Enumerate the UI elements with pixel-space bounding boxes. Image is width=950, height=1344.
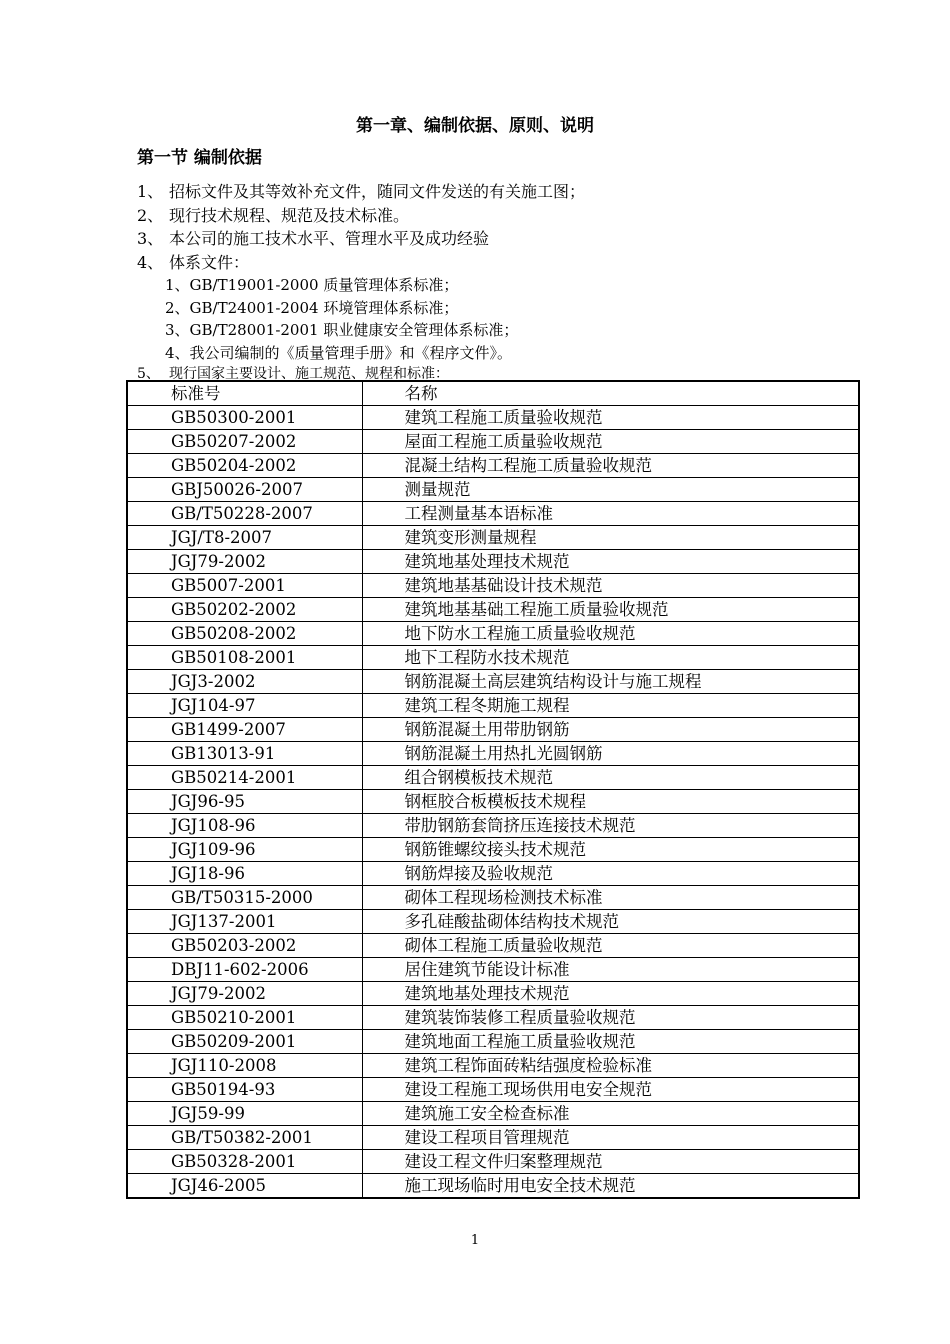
sub-list-item: 2、GB/T24001-2004 环境管理体系标准； — [165, 298, 459, 317]
table-header-row — [127, 381, 859, 406]
standard-code-cell: JGJ18-96 — [127, 862, 362, 886]
standard-code-cell: GB/T50315-2000 — [127, 886, 362, 910]
standard-code-cell: GB50108-2001 — [127, 646, 362, 670]
table-row — [127, 934, 859, 958]
list-item — [137, 204, 857, 228]
standard-code-cell: JGJ/T8-2007 — [127, 526, 362, 550]
standard-code-cell: JGJ104-97 — [127, 694, 362, 718]
standard-code-cell: GB5007-2001 — [127, 574, 362, 598]
standard-code-cell: GB50300-2001 — [127, 406, 362, 430]
standard-name-cell: 混凝土结构工程施工质量验收规范 — [362, 454, 859, 478]
basis-list — [137, 180, 857, 384]
standard-name-cell: 建筑工程冬期施工规程 — [362, 694, 859, 718]
standard-code-cell: DBJ11-602-2006 — [127, 958, 362, 982]
standard-name-cell: 建筑地面工程施工质量验收规范 — [362, 1030, 859, 1054]
standard-name-cell: 施工现场临时用电安全技术规范 — [362, 1174, 859, 1199]
standard-code-cell: JGJ46-2005 — [127, 1174, 362, 1199]
standard-name-cell: 钢筋焊接及验收规范 — [362, 862, 859, 886]
table-row — [127, 814, 859, 838]
standard-code-cell: GB50214-2001 — [127, 766, 362, 790]
standard-name-cell: 地下工程防水技术规范 — [362, 646, 859, 670]
standard-name-cell: 建筑地基处理技术规范 — [362, 982, 859, 1006]
list-item-number: 4、 — [137, 252, 164, 272]
standard-code-cell: JGJ59-99 — [127, 1102, 362, 1126]
page-number: 1 — [470, 1233, 480, 1248]
standard-name-cell: 建筑装饰装修工程质量验收规范 — [362, 1006, 859, 1030]
table-row — [127, 718, 859, 742]
standard-name-cell: 建筑工程饰面砖粘结强度检验标准 — [362, 1054, 859, 1078]
table-row — [127, 694, 859, 718]
standard-code-cell: GB50194-93 — [127, 1078, 362, 1102]
standard-code-cell: GB13013-91 — [127, 742, 362, 766]
standard-code-cell: GB50210-2001 — [127, 1006, 362, 1030]
standard-code-cell: GB50204-2002 — [127, 454, 362, 478]
table-row — [127, 910, 859, 934]
standard-code-cell: JGJ137-2001 — [127, 910, 362, 934]
standard-name-cell: 建筑地基基础工程施工质量验收规范 — [362, 598, 859, 622]
standard-code-cell: GB50328-2001 — [127, 1150, 362, 1174]
table-row — [127, 1102, 859, 1126]
standards-table — [126, 380, 860, 1199]
list-item-number: 1、 — [137, 182, 164, 201]
table-row — [127, 958, 859, 982]
table-row — [127, 574, 859, 598]
table-row — [127, 862, 859, 886]
standard-name-cell: 建筑地基基础设计技术规范 — [362, 574, 859, 598]
standard-name-cell: 砌体工程现场检测技术标准 — [362, 886, 859, 910]
table-row — [127, 886, 859, 910]
standard-name-cell: 建筑施工安全检查标准 — [362, 1102, 859, 1126]
table-row — [127, 1174, 859, 1199]
table-row — [127, 430, 859, 454]
table-row — [127, 1078, 859, 1102]
standard-code-cell: JGJ79-2002 — [127, 550, 362, 574]
standard-code-cell: GB/T50382-2001 — [127, 1126, 362, 1150]
table-row — [127, 622, 859, 646]
standard-name-cell: 建筑变形测量规程 — [362, 526, 859, 550]
table-row — [127, 502, 859, 526]
standard-code-cell: GB1499-2007 — [127, 718, 362, 742]
list-item-text: 现行国家主要设计、施工规范、规程和标准： — [169, 366, 449, 382]
standard-name-cell: 砌体工程施工质量验收规范 — [362, 934, 859, 958]
standard-code-cell: JGJ96-95 — [127, 790, 362, 814]
standard-name-cell: 钢筋锥螺纹接头技术规范 — [362, 838, 859, 862]
list-item-text: 现行技术规程、规范及技术标准。 — [169, 205, 410, 225]
standard-code-cell: GB50208-2002 — [127, 622, 362, 646]
list-item-number: 3、 — [137, 229, 164, 248]
standard-name-cell: 带肋钢筋套筒挤压连接技术规范 — [362, 814, 859, 838]
table-row — [127, 1006, 859, 1030]
section-title: 第一节 编制依据 — [137, 148, 262, 168]
standard-name-cell: 测量规范 — [362, 478, 859, 502]
standard-name-cell: 建筑工程施工质量验收规范 — [362, 406, 859, 430]
standard-code-cell: GBJ50026-2007 — [127, 478, 362, 502]
header-standard-name: 名称 — [362, 381, 859, 406]
table-row — [127, 742, 859, 766]
list-item-text: 本公司的施工技术水平、管理水平及成功经验 — [169, 229, 490, 248]
table-row — [127, 670, 859, 694]
list-item — [137, 251, 857, 275]
sub-list-item: 4、我公司编制的《质量管理手册》和《程序文件》。 — [165, 343, 513, 362]
standard-name-cell: 建设工程项目管理规范 — [362, 1126, 859, 1150]
standard-code-cell: GB/T50228-2007 — [127, 502, 362, 526]
list-item — [137, 180, 857, 204]
table-row — [127, 838, 859, 862]
table-row — [127, 406, 859, 430]
sub-list-item: 3、GB/T28001-2001 职业健康安全管理体系标准； — [165, 321, 519, 339]
table-row — [127, 1150, 859, 1174]
standard-name-cell: 钢筋混凝土用带肋钢筋 — [362, 718, 859, 742]
table-row — [127, 1030, 859, 1054]
standard-code-cell: JGJ79-2002 — [127, 982, 362, 1006]
list-item — [137, 227, 857, 251]
standard-name-cell: 钢框胶合板模板技术规程 — [362, 790, 859, 814]
standard-name-cell: 组合钢模板技术规范 — [362, 766, 859, 790]
table-row — [127, 454, 859, 478]
standard-name-cell: 多孔硅酸盐砌体结构技术规范 — [362, 910, 859, 934]
standard-name-cell: 屋面工程施工质量验收规范 — [362, 430, 859, 454]
standard-code-cell: JGJ109-96 — [127, 838, 362, 862]
standard-name-cell: 地下防水工程施工质量验收规范 — [362, 622, 859, 646]
standard-name-cell: 建筑地基处理技术规范 — [362, 550, 859, 574]
list-item-number: 5、 — [137, 366, 160, 382]
standard-code-cell: GB50202-2002 — [127, 598, 362, 622]
table-row — [127, 598, 859, 622]
table-row — [127, 766, 859, 790]
table-row — [127, 550, 859, 574]
list-item-number: 2、 — [137, 205, 164, 225]
standard-code-cell: GB50207-2002 — [127, 430, 362, 454]
standard-code-cell: JGJ110-2008 — [127, 1054, 362, 1078]
standard-name-cell: 居住建筑节能设计标准 — [362, 958, 859, 982]
table-row — [127, 790, 859, 814]
standard-code-cell: GB50209-2001 — [127, 1030, 362, 1054]
standard-name-cell: 建设工程施工现场供用电安全规范 — [362, 1078, 859, 1102]
table-row — [127, 526, 859, 550]
table-row — [127, 1126, 859, 1150]
chapter-title: 第一章、编制依据、原则、说明 — [356, 116, 594, 136]
standard-code-cell: GB50203-2002 — [127, 934, 362, 958]
standard-code-cell: JGJ108-96 — [127, 814, 362, 838]
table-row — [127, 982, 859, 1006]
standard-name-cell: 钢筋混凝土高层建筑结构设计与施工规程 — [362, 670, 859, 694]
list-item-text: 体系文件： — [169, 252, 250, 272]
standard-name-cell: 建设工程文件归案整理规范 — [362, 1150, 859, 1174]
table-row — [127, 478, 859, 502]
standard-name-cell: 工程测量基本语标准 — [362, 502, 859, 526]
sub-list-item: 1、GB/T19001-2000 质量管理体系标准； — [165, 276, 459, 294]
table-row — [127, 646, 859, 670]
standard-code-cell: JGJ3-2002 — [127, 670, 362, 694]
header-standard-code: 标准号 — [127, 381, 362, 406]
table-row — [127, 1054, 859, 1078]
standard-name-cell: 钢筋混凝土用热扎光圆钢筋 — [362, 742, 859, 766]
list-item-text: 招标文件及其等效补充文件，随同文件发送的有关施工图； — [169, 182, 586, 201]
